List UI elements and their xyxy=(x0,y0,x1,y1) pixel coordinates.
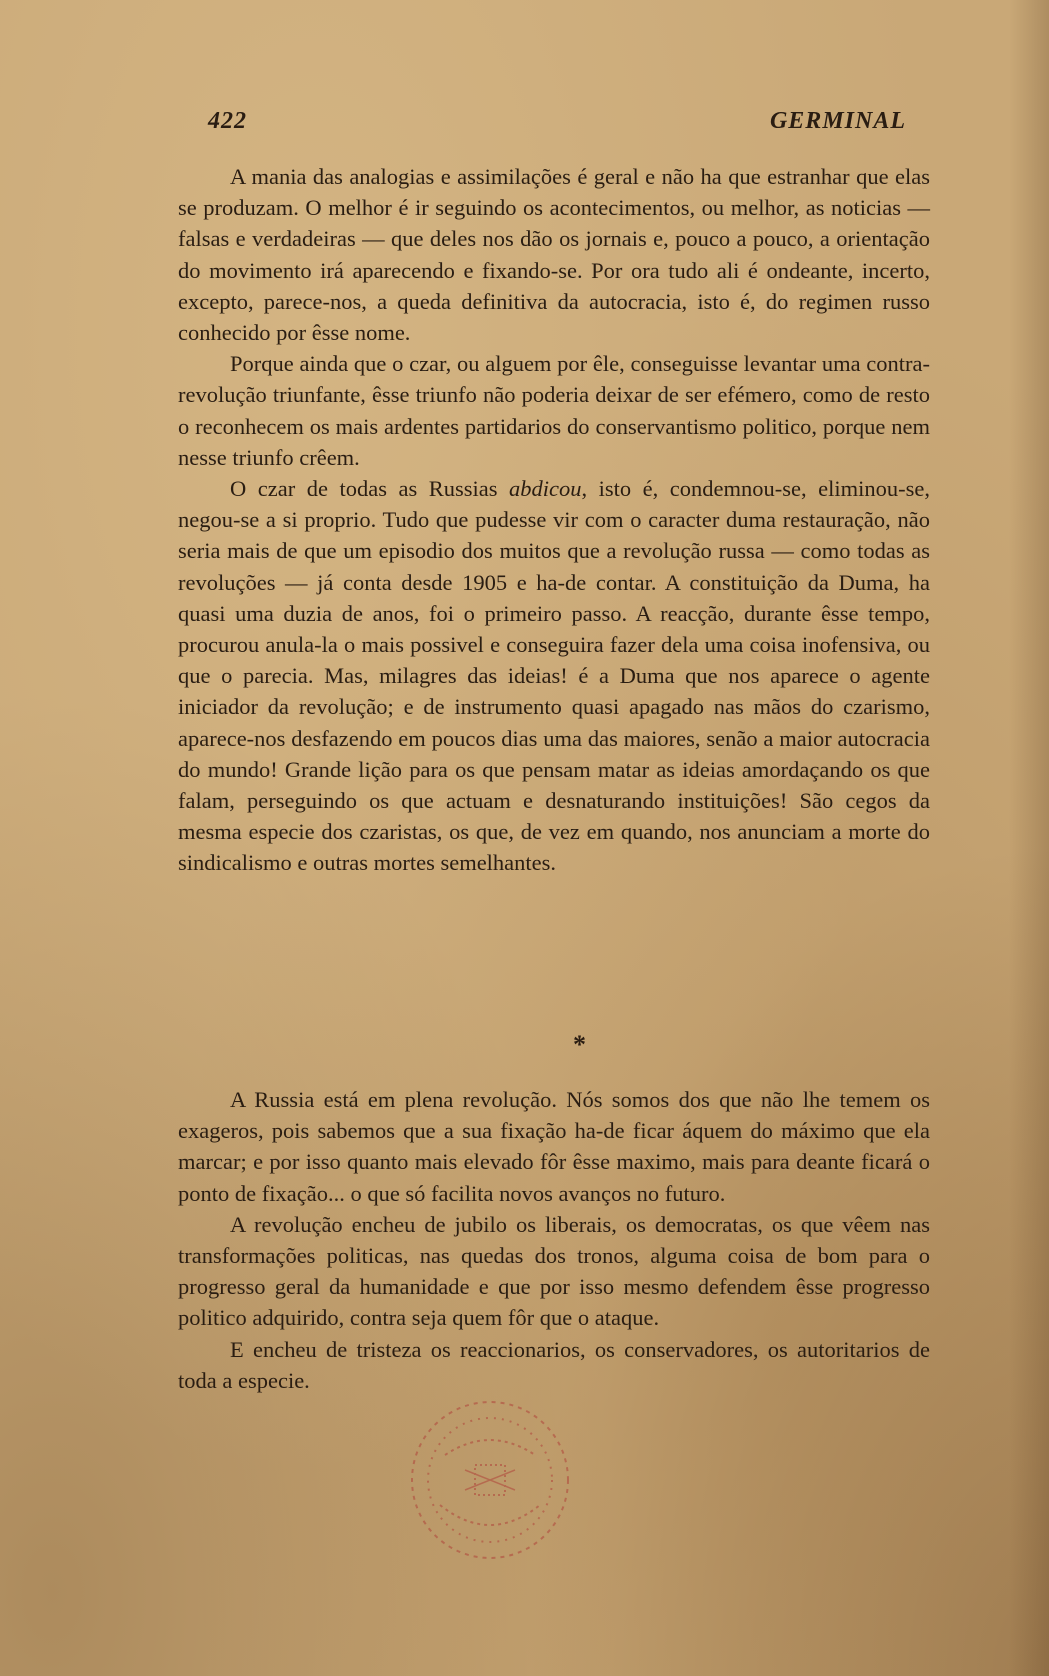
paragraph xyxy=(178,473,930,879)
paragraph: A revolução encheu de jubilo os liberais, os democratas, os que vêem nas transformações politicas, nas quedas dos tronos, alguma coisa de bom para o progresso geral da humanidade e que por isso mesmo defendem êsse progresso politico adquirido, contra seja quem fôr que o ataque. xyxy=(178,1211,930,1331)
section-separator xyxy=(0,1030,1049,1060)
paragraph: Porque ainda que o czar, ou alguem por êle, conseguisse levantar uma contra-revolução triunfante, êsse triunfo não poderia deixar de ser efémero, como de resto o reconhecem os mais ardentes partidarios do conservantismo politico, porque nem nesse triunfo crêem. xyxy=(178,351,930,470)
asterisk-separator: * xyxy=(573,1030,586,1059)
page-edge-shadow xyxy=(1009,0,1049,1676)
page-number: 422 xyxy=(208,108,247,134)
paragraph: E encheu de tristeza os reaccionarios, os conservadores, os autoritarios de toda a especie. xyxy=(178,1336,930,1393)
library-stamp xyxy=(405,1395,575,1565)
paragraph-text: O czar de todas as Russias xyxy=(230,476,510,502)
text-section-1 xyxy=(178,161,930,879)
italic-word: abdicou xyxy=(509,476,582,502)
running-head xyxy=(178,108,906,142)
paragraph: A Russia está em plena revolução. Nós somos dos que não lhe temem os exageros, pois sabemos que a sua fixação ha-de ficar áquem do máximo que ela marcar; e por isso quanto mais elevado fôr êsse maximo, mais para deante ficará o ponto de fixação... o que só facilita novos avanços no futuro. xyxy=(178,1087,930,1206)
paragraph-text: , isto é, condemnou-se, eliminou-se, negou-se a si proprio. Tudo que pudesse vir com o caracter duma restauração, não seria mais de que um episodio dos muitos que a revolução russa — como todas as revoluções — já conta desde 1905 e ha-de contar. A constituição da Duma, ha quasi uma duzia de anos, foi o primeiro passo. A reacção, durante êsse tempo, procurou anula-la o mais possivel e conseguira fazer dela uma coisa inofensiva, ou que o parecia. Mas, milagres das ideias! é a Duma que nos aparece o agente iniciador da revolução; e de instrumento quasi apagado nas mãos do czarismo, aparece-nos desfazendo em poucos dias uma das maiores, senão a maior autocracia do mundo! Grande lição para os que pensam matar as ideias amordaçando os que falam, perseguindo os que actuam e desnaturando instituições! São cegos da mesma especie dos czaristas, os que, de vez em quando, nos anunciam a morte do sindicalismo e outras mortes semelhantes. xyxy=(178,476,930,876)
running-title: GERMINAL xyxy=(769,108,906,134)
text-section-2 xyxy=(178,1084,930,1396)
paragraph: A mania das analogias e assimilações é geral e não ha que estranhar que elas se produzam. O melhor é ir seguindo os acontecimentos, ou melhor, as noticias — falsas e verdadeiras — que deles nos dão os jornais e, pouco a pouco, a orientação do movimento irá aparecendo e fixando-se. Por ora tudo ali é ondeante, incerto, excepto, parece-nos, a queda definitiva da autocracia, isto é, do regimen russo conhecido por êsse nome. xyxy=(178,164,930,346)
